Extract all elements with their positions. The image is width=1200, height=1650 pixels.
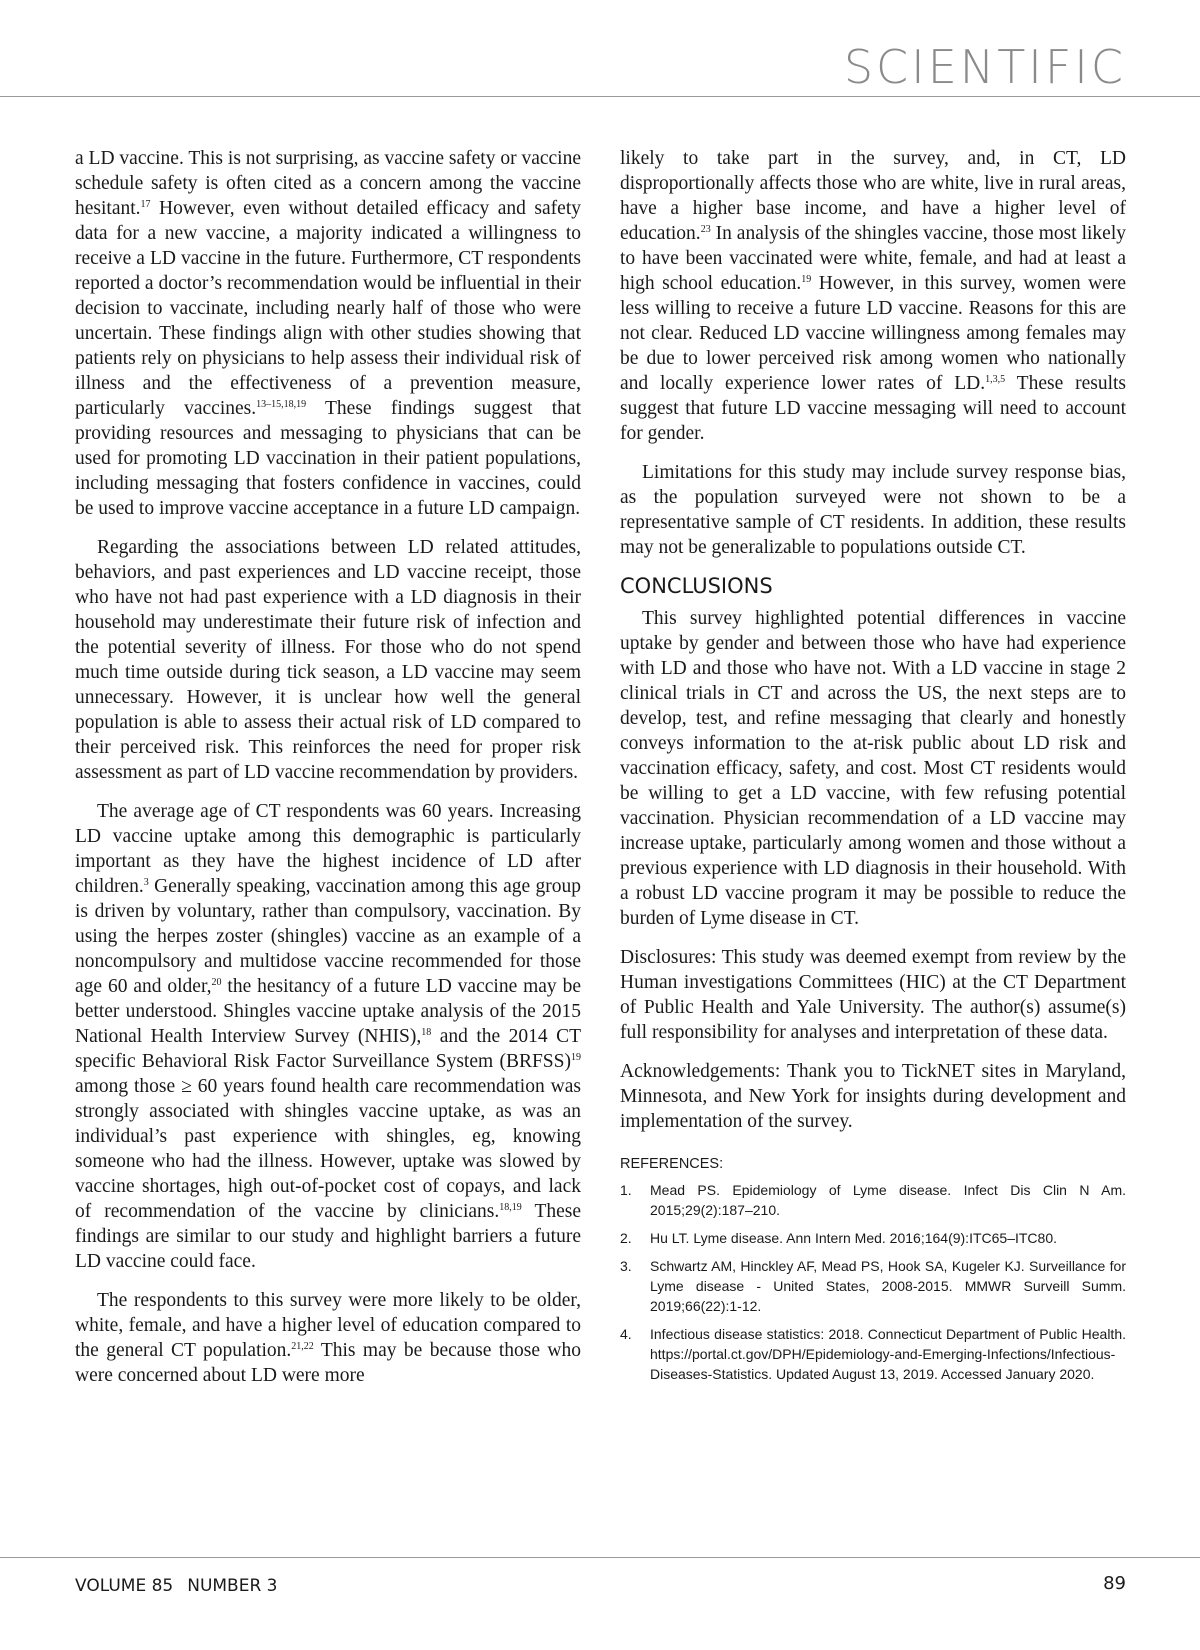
footer-issue: [75, 1576, 278, 1596]
acknowledgements: Acknowledgements: Thank you to TickNET sites in Maryland, Minnesota, and New York for insights during development and implementation of the survey.: [620, 1061, 1126, 1132]
disclosures: Disclosures: This study was deemed exempt from review by the Human investigations Committees (HIC) at the CT Department of Public Health and Yale University. The author(s) assume(s) full responsibility for analyses and interpretation of these data.: [620, 947, 1126, 1043]
references-heading: REFERENCES:: [620, 1156, 724, 1172]
text-run: likely to take part in the survey, and, in CT, LD disproportionally affects those who are white, live in rural areas, have a higher base income, and have a higher level of education.: [620, 148, 1126, 244]
citation: 19: [571, 1052, 581, 1063]
paragraph: Limitations for this study may include survey response bias, as the population surveyed were not shown to be a representative sample of CT residents. In addition, these results may not be generalizable to populations outside CT.: [620, 462, 1126, 558]
citation: 23: [700, 224, 711, 235]
page-number: 89: [1103, 1573, 1126, 1594]
reference-number: 3.: [620, 1258, 632, 1274]
conclusions-heading: CONCLUSIONS: [620, 574, 773, 598]
footer-number: NUMBER 3: [187, 1576, 278, 1596]
citation: 20: [211, 977, 222, 988]
reference-number: 1.: [620, 1182, 632, 1198]
section-header: SCIENTIFIC: [843, 40, 1126, 94]
citation: 21,22: [291, 1341, 314, 1352]
paragraph: Regarding the associations between LD related attitudes, behaviors, and past experiences and LD vaccine receipt, those who have not had past experience with a LD diagnosis in their household may underestimate their future risk of infection and the potential severity of illness. For those who do not spend much time outside during tick season, a LD vaccine may seem unnecessary. However, it is unclear how well the general population is able to assess their actual risk of LD compared to their perceived risk. This reinforces the need for proper risk assessment as part of LD vaccine recommendation by providers.: [75, 537, 581, 783]
paragraph: This survey highlighted potential differences in vaccine uptake by gender and between those who have had experience with LD and those who have not. With a LD vaccine in stage 2 clinical trials in CT and across the US, the next steps are to develop, test, and refine messaging that clearly and honestly conveys information to the at-risk public about LD risk and vaccination efficacy, safety, and cost. Most CT residents would be willing to get a LD vaccine, with few refusing potential vaccination. Physician recommendation of a LD vaccine may increase uptake, particularly among women and those without a previous experience with LD diagnosis in their household. With a robust LD vaccine program it may be possible to reduce the burden of Lyme disease in CT.: [620, 608, 1126, 929]
text-run: These results suggest that future LD vaccine messaging will need to account for gender.: [620, 373, 1126, 444]
text-run: Generally speaking, vaccination among this age group is driven by voluntary, rather than compulsory, vaccination. By using the herpes zoster (shingles) vaccine as an example of a noncompulsory and multidose vaccine recommended for those age 60 and older,: [75, 876, 581, 997]
text-run: The respondents to this survey were more likely to be older, white, female, and have a higher level of education compared to the general CT population.: [75, 1290, 581, 1361]
citation: 13–15,18,19: [256, 399, 307, 410]
citation: 18: [421, 1027, 432, 1038]
reference-text: Schwartz AM, Hinckley AF, Mead PS, Hook SA, Kugeler KJ. Surveillance for Lyme disease - United States, 2008-2015. MMWR Surveill Summ. 2019;66(22):1-12.: [650, 1258, 1126, 1314]
text-run: However, in this survey, women were less willing to receive a future LD vaccine. Reasons for this are not clear. Reduced LD vaccine willingness among females may be due to lower perceived risk among women who nationally and locally experience lower rates of LD.: [620, 273, 1126, 394]
citation: 18,19: [499, 1202, 522, 1213]
text-run: a LD vaccine. This is not surprising, as vaccine safety or vaccine schedule safety is often cited as a concern among the vaccine hesitant.: [75, 148, 581, 219]
text-run: This may be because those who were concerned about LD were more: [75, 1340, 581, 1386]
citation: 19: [801, 274, 812, 285]
text-run: In analysis of the shingles vaccine, those most likely to have been vaccinated were white, female, and had at least a high school education.: [620, 223, 1126, 294]
text-run: The average age of CT respondents was 60 years. Increasing LD vaccine uptake among this demographic is particularly important as they have the highest incidence of LD after children.: [75, 801, 581, 897]
text-run: These findings suggest that providing resources and messaging to physicians that can be used for promoting LD vaccination in their patient populations, including messaging that fosters confidence in vaccines, could be used to improve vaccine acceptance in a future LD campaign.: [75, 398, 581, 519]
text-run: among those ≥ 60 years found health care recommendation was strongly associated with shingles vaccine uptake, as was an individual’s past experience with shingles, eg, knowing someone who had the illness. However, uptake was slowed by vaccine shortages, high out-of-pocket cost of copays, and lack of recommendation of the vaccine by clinicians.: [75, 1076, 581, 1222]
paragraph: [75, 146, 581, 521]
paragraph: [75, 1288, 581, 1388]
reference-number: 4.: [620, 1326, 632, 1342]
bottom-divider: [0, 1557, 1200, 1558]
right-column: [620, 146, 1126, 1392]
top-divider: [0, 96, 1200, 97]
reference-number: 2.: [620, 1230, 632, 1246]
citation: 1,3,5: [985, 374, 1006, 385]
footer-volume: VOLUME 85: [75, 1576, 174, 1596]
reference-text: Hu LT. Lyme disease. Ann Intern Med. 2016;164(9):ITC65–ITC80.: [650, 1230, 1057, 1246]
reference-item: [620, 1256, 1126, 1316]
paragraph: [620, 146, 1126, 446]
text-run: the hesitancy of a future LD vaccine may be better understood. Shingles vaccine uptake analysis of the 2015 National Health Interview Survey (NHIS),: [75, 976, 581, 1047]
reference-item: [620, 1324, 1126, 1384]
citation: 3: [143, 877, 149, 888]
reference-item: [620, 1180, 1126, 1220]
paragraph: [75, 799, 581, 1274]
text-run: However, even without detailed efficacy and safety data for a new vaccine, a majority indicated a willingness to receive a LD vaccine in the future. Furthermore, CT respondents reported a doctor’s recommendation would be influential in their decision to vaccinate, including nearly half of those who were uncertain. These findings align with other studies showing that patients rely on physicians to help assess their individual risk of illness and the effectiveness of a prevention measure, particularly vaccines.: [75, 198, 581, 419]
text-run: and the 2014 CT specific Behavioral Risk Factor Surveillance System (BRFSS): [75, 1026, 581, 1072]
reference-text: Infectious disease statistics: 2018. Connecticut Department of Public Health. https://portal.ct.gov/DPH/Epidemiology-and-Emerging-Infections/Infectious-Diseases-Statistics. Updated August 13, 2019. Accessed January 2020.: [650, 1326, 1126, 1382]
reference-text: Mead PS. Epidemiology of Lyme disease. Infect Dis Clin N Am. 2015;29(2):187–210.: [650, 1182, 1126, 1218]
references-list: [620, 1180, 1126, 1384]
reference-item: [620, 1228, 1126, 1248]
left-column: [75, 146, 581, 1402]
text-run: These findings are similar to our study and highlight barriers a future LD vaccine could face.: [75, 1201, 582, 1272]
citation: 17: [140, 199, 151, 210]
